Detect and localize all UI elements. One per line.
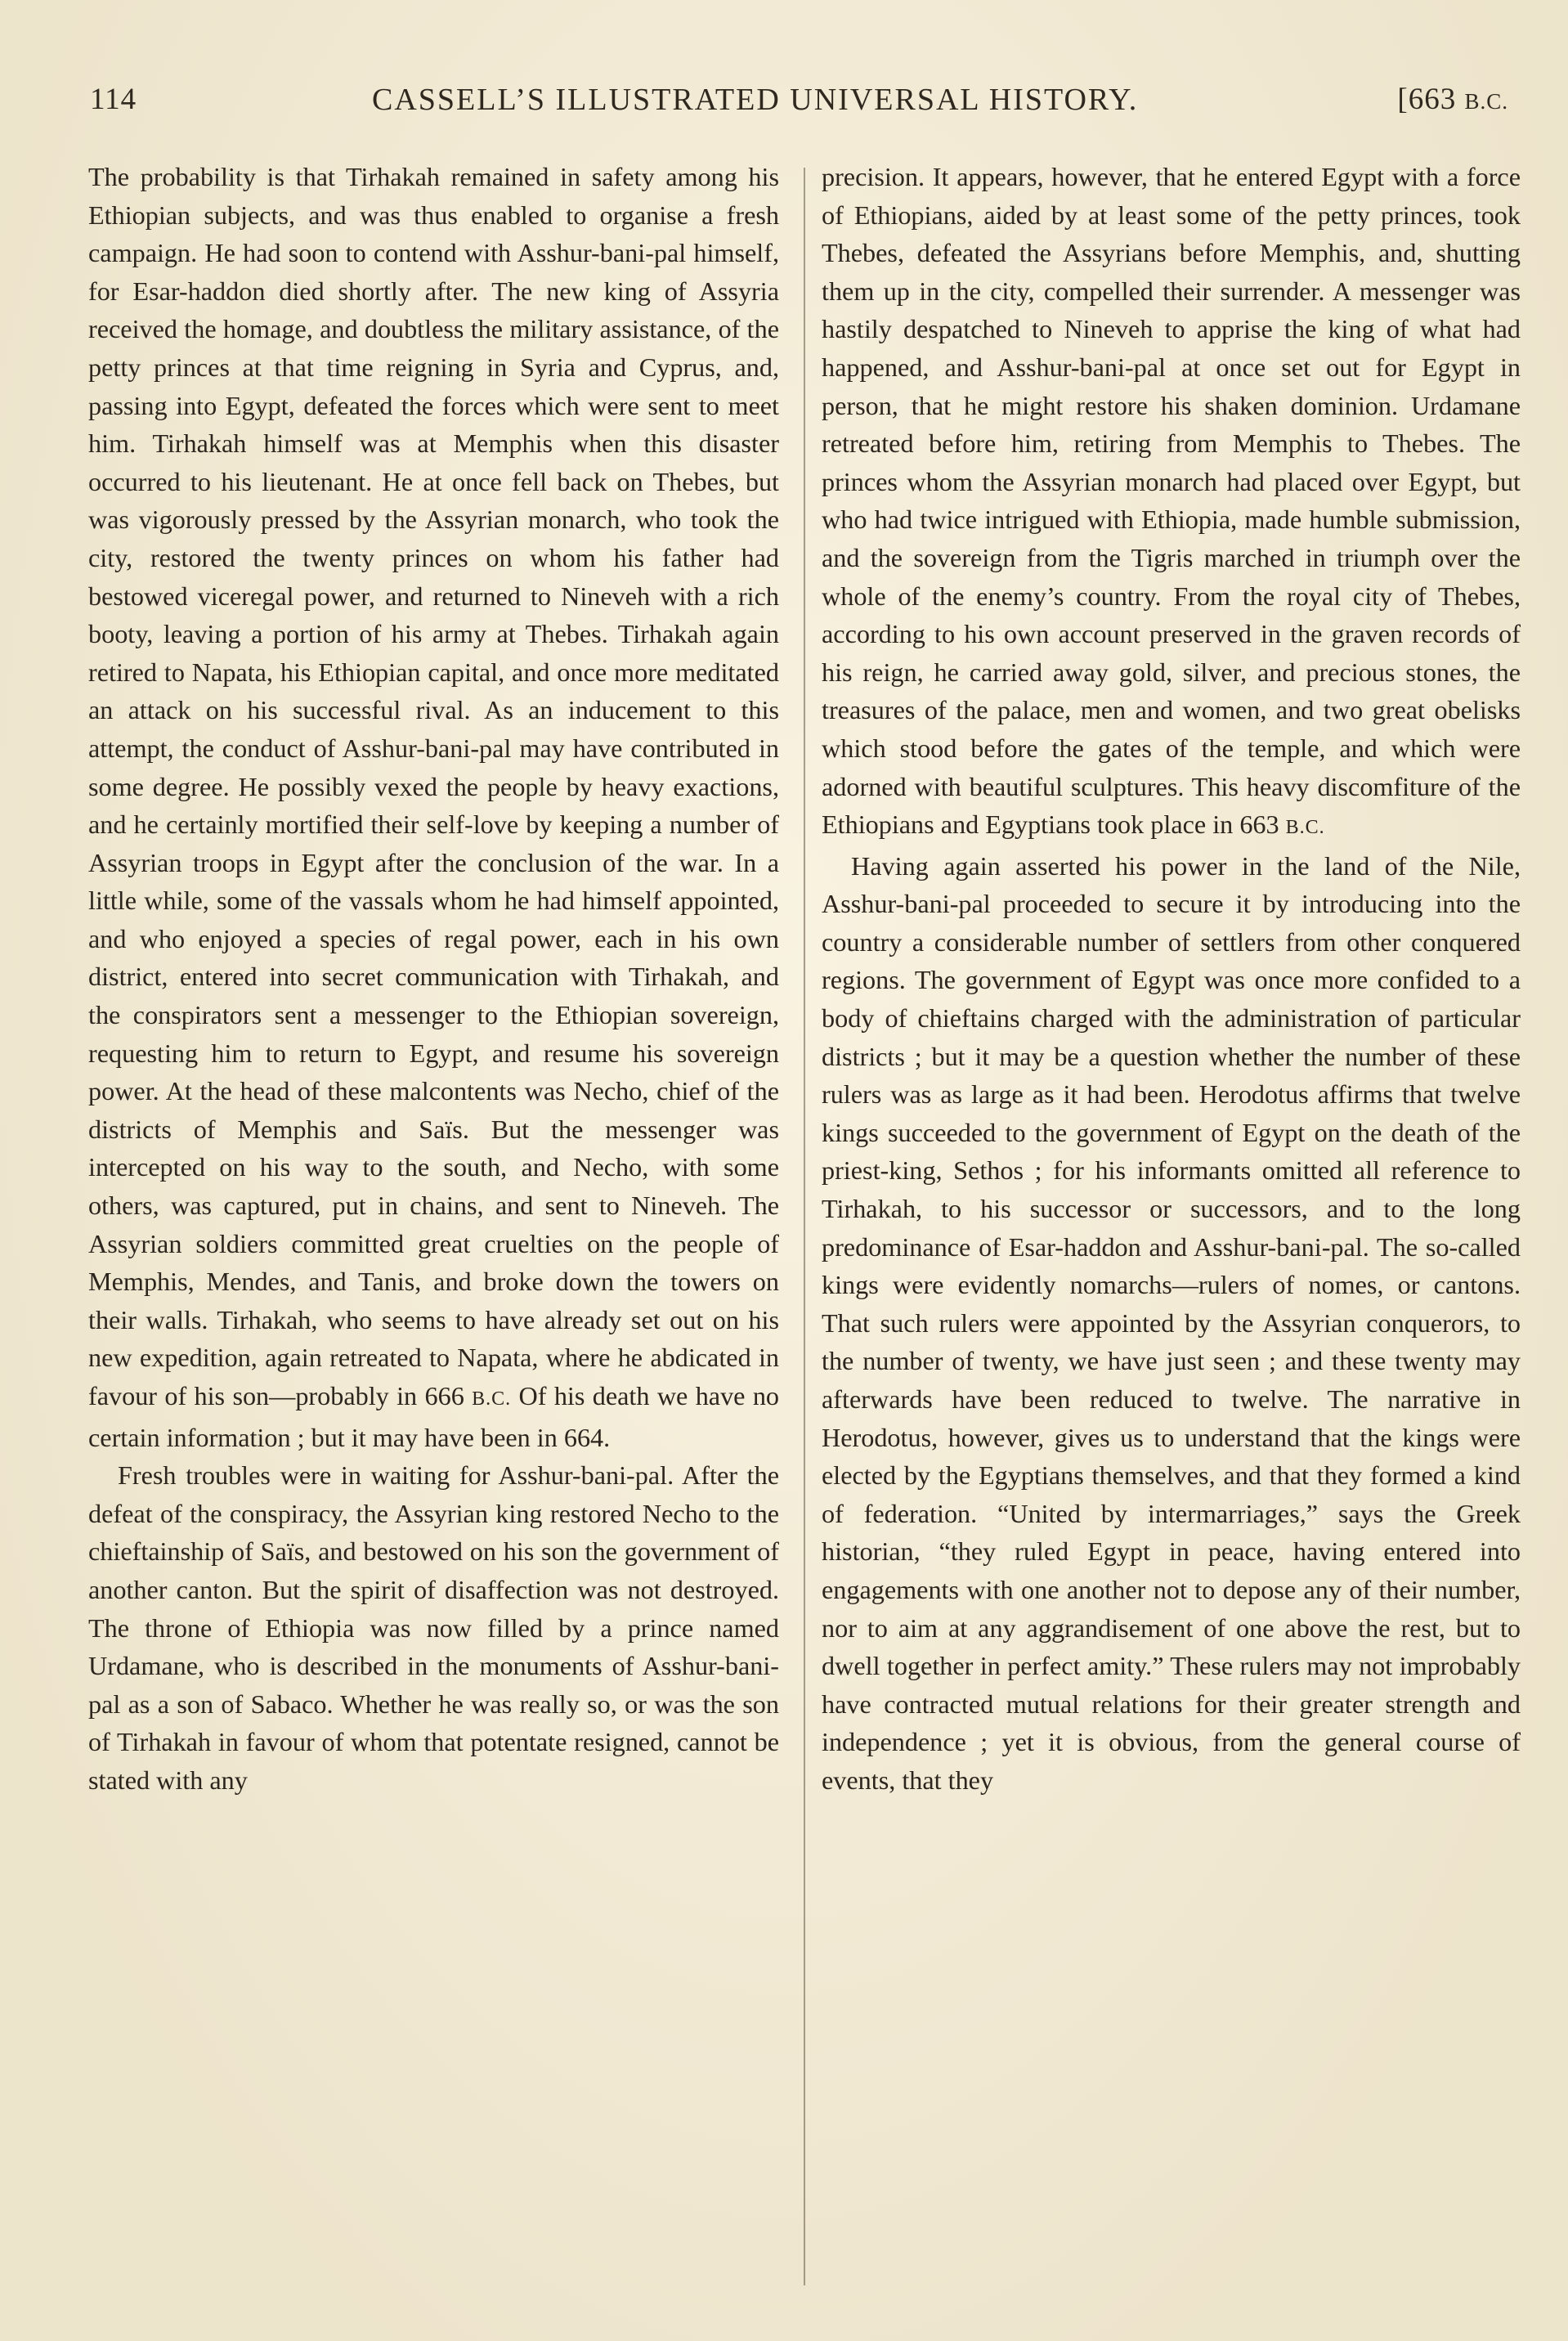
right-paragraph-1: [822, 158, 1521, 847]
left-paragraph-1-end: Of his death we have no certain information ; but it may have been in 664.: [88, 1381, 780, 1452]
date-label: [1397, 82, 1508, 117]
page-header: [90, 82, 1508, 131]
left-paragraph-1: [88, 158, 779, 1456]
running-title: CASSELL’S ILLUSTRATED UNIVERSAL HISTORY.: [372, 83, 1139, 117]
date-year: [663: [1397, 83, 1457, 116]
left-column: [88, 158, 779, 1800]
right-paragraph-1-text: precision. It appears, however, that he entered Egypt with a force of Ethiopians, aided by at least some of the petty princes, took Thebes, defeated the Assyrians before Memphis, and, shutting them up in the city, compelled their surrender. A messenger was hastily despatched to Nineveh to apprise the king of what had happened, and Asshur-bani-pal at once set out for Egypt in person, that he might restore his shaken dominion. Urdamane retreated before him, retiring from Memphis to Thebes. The princes whom the Assyrian monarch had placed over Egypt, but who had twice intrigued with Ethiopia, made humble submission, and the sovereign from the Tigris marched in triumph over the whole of the enemy’s country. From the royal city of Thebes, according to his own account preserved in the graven records of his reign, he carried away gold, silver, and precious stones, the treasures of the palace, men and women, and two great obelisks which stood before the gates of the temple, and which were adorned with beautiful sculptures. This heavy discomfiture of the Ethiopians and Egyptians took place in 663: [822, 162, 1521, 840]
left-paragraph-2: Fresh troubles were in waiting for Asshur-bani-pal. After the defeat of the conspiracy, the Assyrian king restored Necho to the chieftainship of Saïs, and bestowed on his son the government of another canton. But the spirit of disaffection was not destroyed. The throne of Ethiopia was now filled by a prince named Urdamane, who is described in the monuments of Asshur-bani-pal as a son of Sabaco. Whether he was really so, or was the son of Tirhakah in favour of whom that potentate resigned, cannot be stated with any: [88, 1460, 779, 1795]
left-paragraph-1-era: B.C.: [472, 1388, 512, 1410]
right-paragraph-1-era: B.C.: [1285, 817, 1325, 839]
left-paragraph-1-text: The probability is that Tirhakah remained in safety among his Ethiopian subjects, and was thus enabled to organise a fresh campaign. He had soon to contend with Asshur-bani-pal himself, for Esar-haddon died shortly after. The new king of Assyria received the homage, and doubtless the military assistance, of the petty princes at that time reigning in Syria and Cyprus, and, passing into Egypt, defeated the forces which were sent to meet him. Tirhakah himself was at Memphis when this disaster occurred to his lieutenant. He at once fell back on Thebes, but was vigorously pressed by the Assyrian monarch, who took the city, restored the twenty princes on whom his father had bestowed viceregal power, and returned to Nineveh with a rich booty, leaving a portion of his army at Thebes. Tirhakah again retired to Napata, his Ethiopian capital, and once more meditated an attack on his successful rival. As an inducement to this attempt, the conduct of Asshur-bani-pal may have contributed in some degree. He possibly vexed the people by heavy exactions, and he certainly mortified their self-love by keeping a number of Assyrian troops in Egypt after the conclusion of the war. In a little while, some of the vassals whom he had himself appointed, and who enjoyed a species of regal power, each in his own district, entered into secret communication with Tirhakah, and the conspirators sent a messenger to the Ethiopian sovereign, requesting him to return to Egypt, and resume his sovereign power. At the head of these malcontents was Necho, chief of the districts of Memphis and Saïs. But the messenger was intercepted on his way to the south, and Necho, with some others, was captured, put in chains, and sent to Nineveh. The Assyrian soldiers committed great cruelties on the people of Memphis, Mendes, and Tanis, and broke down the towers on their walls. Tirhakah, who seems to have already set out on his new expedition, again retreated to Napata, where he abdicated in favour of his son—probably in 666: [88, 162, 779, 1410]
date-era: B.C.: [1464, 89, 1508, 114]
right-column: [822, 158, 1521, 1800]
page-number: 114: [90, 83, 137, 116]
column-divider: [804, 168, 805, 2285]
right-paragraph-2: Having again asserted his power in the land of the Nile, Asshur-bani-pal proceeded to secure it by introducing into the country a considerable number of settlers from other conquered regions. The government of Egypt was once more confided to a body of chieftains charged with the administration of particular districts ; but it may be a question whether the number of these rulers was as large as it had been. Herodotus affirms that twelve kings succeeded to the government of Egypt on the death of the priest-king, Sethos ; for his informants omitted all reference to Tirhakah, to his successor or successors, and to the long predominance of Esar-haddon and Asshur-bani-pal. The so-called kings were evidently nomarchs—rulers of nomes, or cantons. That such rulers were appointed by the Assyrian conquerors, to the number of twenty, we have just seen ; and these twenty may afterwards have been reduced to twelve. The narrative in Herodotus, however, gives us to understand that the kings were elected by the Egyptians themselves, and that they formed a kind of federation. “United by intermarriages,” says the Greek historian, “they ruled Egypt in peace, having entered into engagements with one another not to depose any of their number, nor to aim at any aggrandisement of one above the rest, but to dwell together in perfect amity.” These rulers may not improbably have contracted mutual relations for their greater strength and independence ; yet it is obvious, from the general course of events, that they: [822, 850, 1521, 1795]
